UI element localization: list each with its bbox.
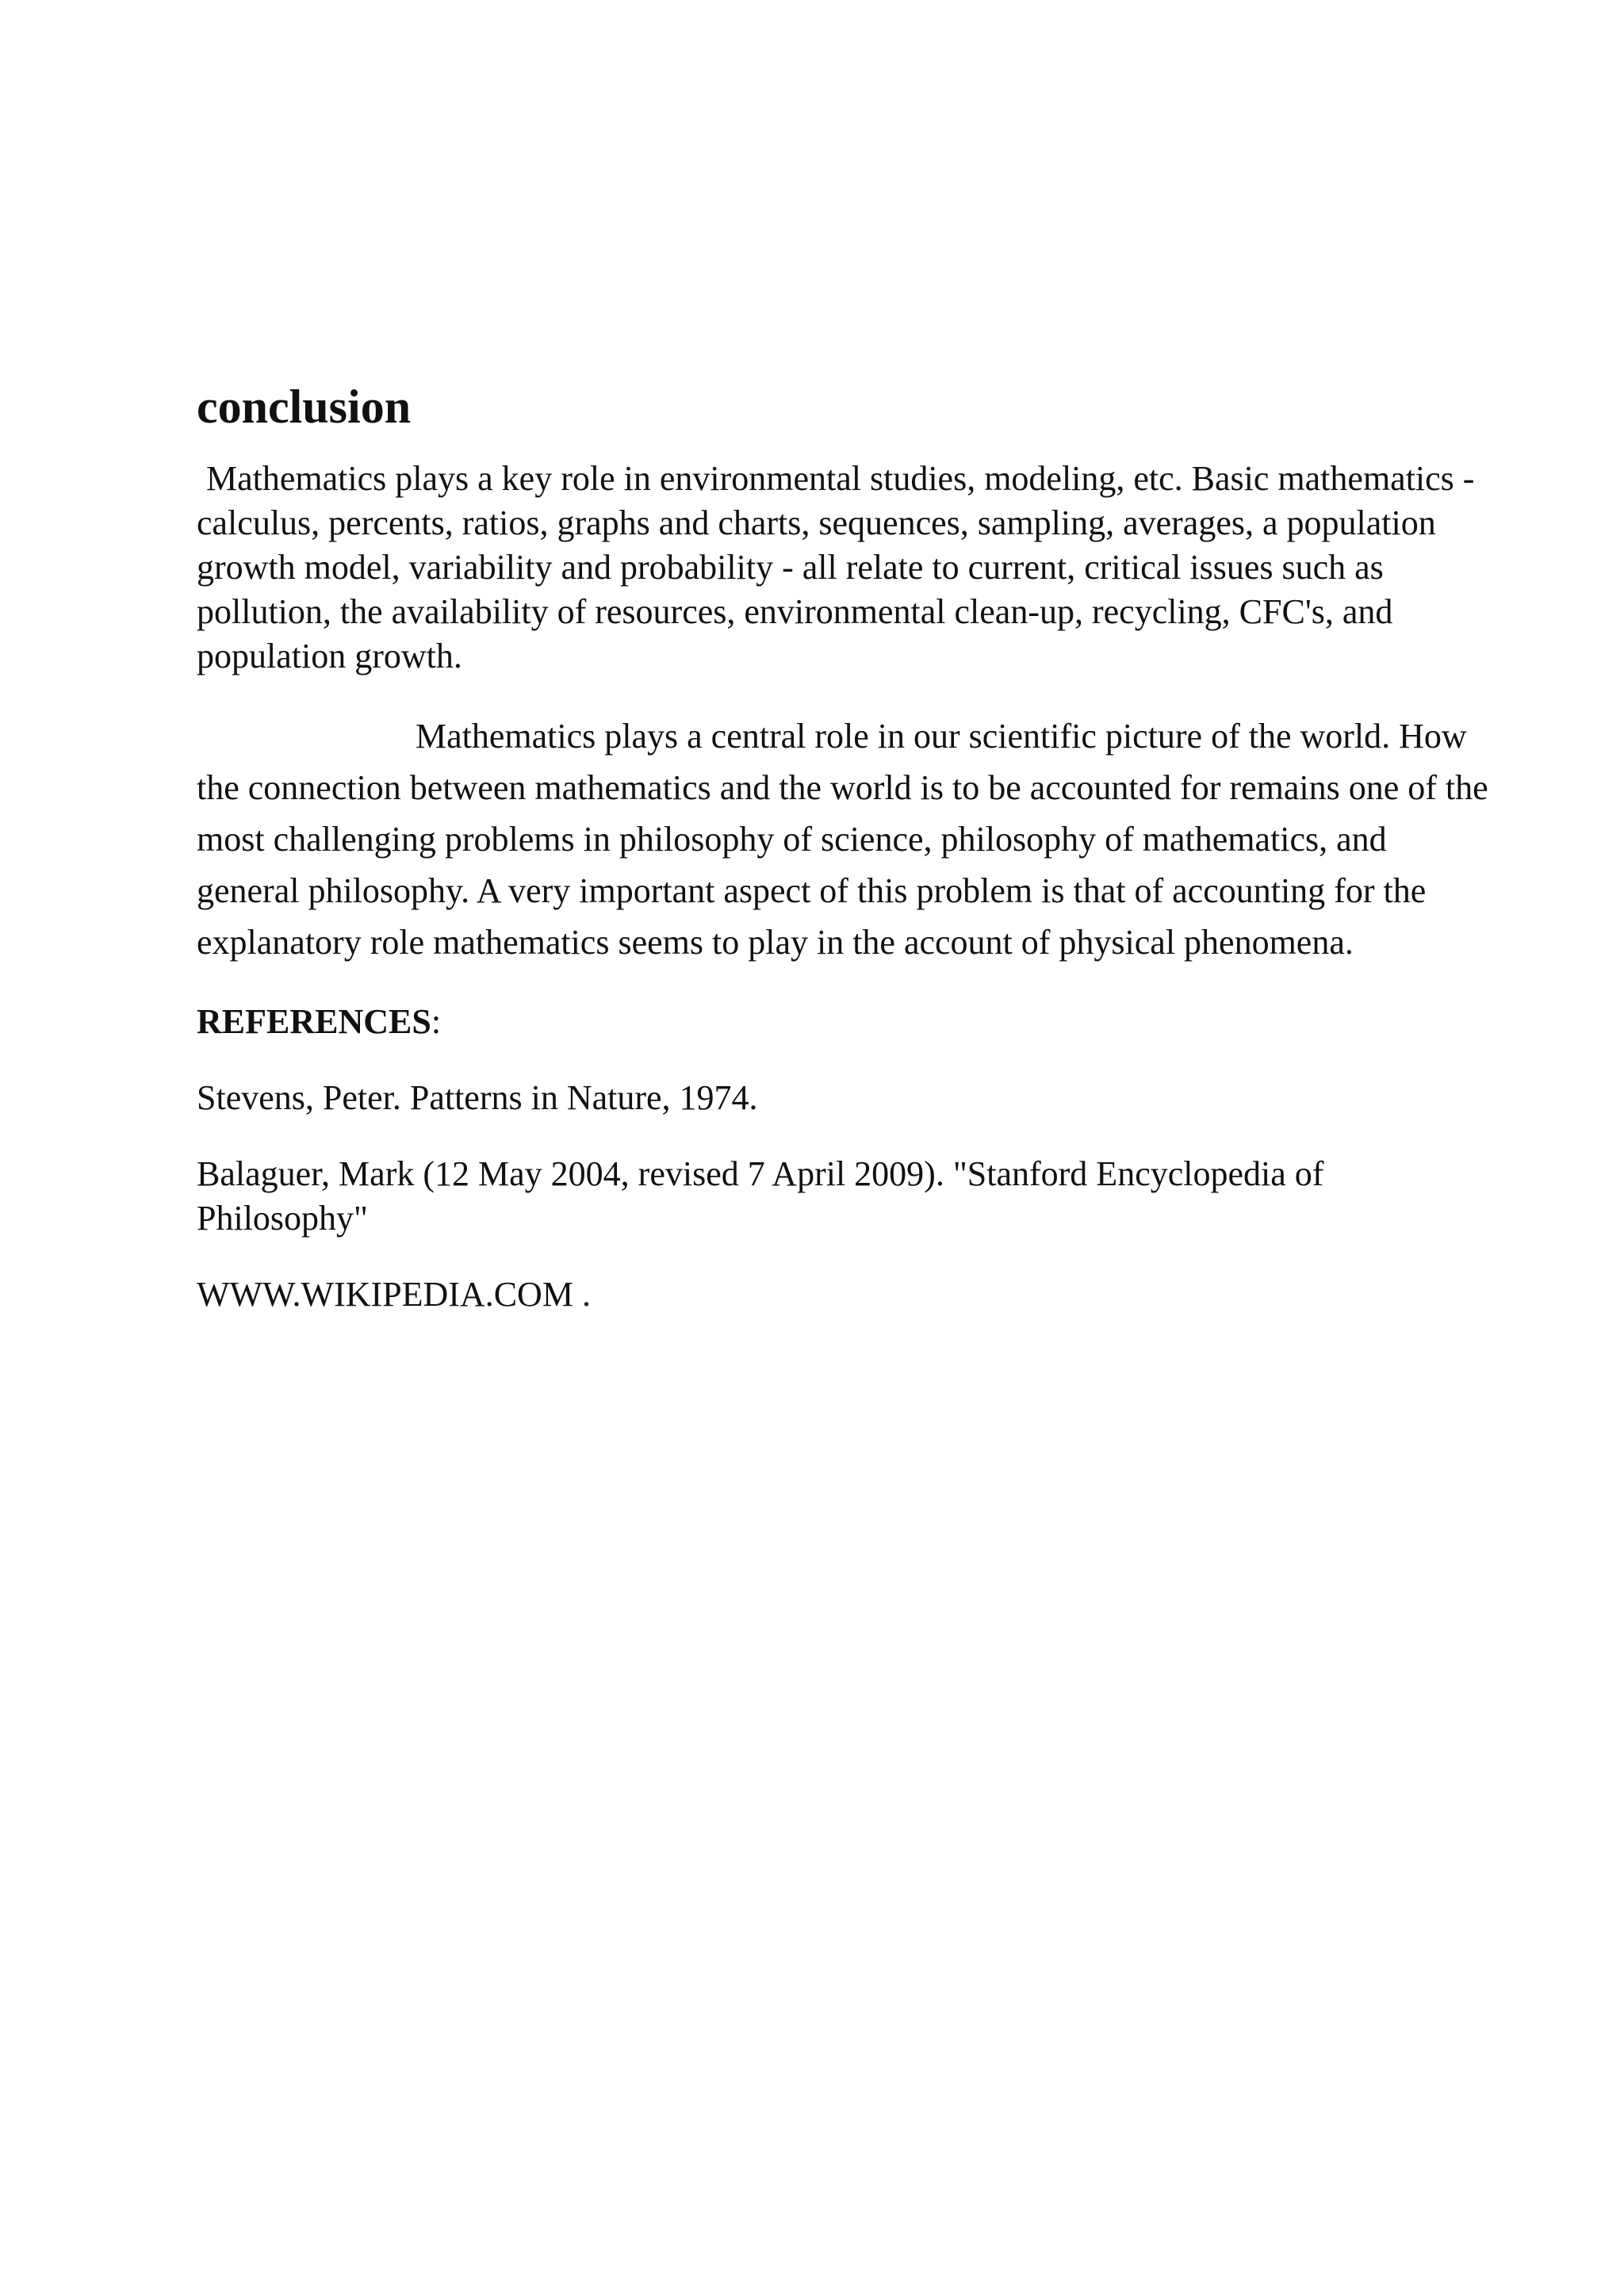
reference-item-1: Stevens, Peter. Patterns in Nature, 1974. <box>197 1078 758 1117</box>
reference-item-3: WWW.WIKIPEDIA.COM . <box>197 1275 591 1314</box>
paragraph-2: Mathematics plays a central role in our scientific picture of the world. How the connection between mathematics and the world is to be accounted for remains one of the most challenging problems in philosophy of science, philosophy of mathematics, and general philosophy. A very important aspect of this problem is that of accounting for the explanatory role mathematics seems to play in the account of physical phenomena. <box>197 717 1488 962</box>
reference-item-2: Balaguer, Mark (12 May 2004, revised 7 April 2009). "Stanford Encyclopedia of Philosophy" <box>197 1154 1324 1238</box>
paragraph-1: Mathematics plays a key role in environmental studies, modeling, etc. Basic mathematics - calculus, percents, ratios, graphs and charts, sequences, sampling, averages, a population growth model, variability and probability - all relate to current, critical issues such as pollution, the availability of resources, environmental clean-up, recycling, CFC's, and population growth. <box>197 459 1475 675</box>
references-title: REFERENCES <box>197 1002 431 1041</box>
references-colon: : <box>431 1002 442 1041</box>
document-content <box>197 381 1497 1349</box>
section-heading: conclusion <box>197 381 412 433</box>
references-heading <box>197 1000 1497 1044</box>
